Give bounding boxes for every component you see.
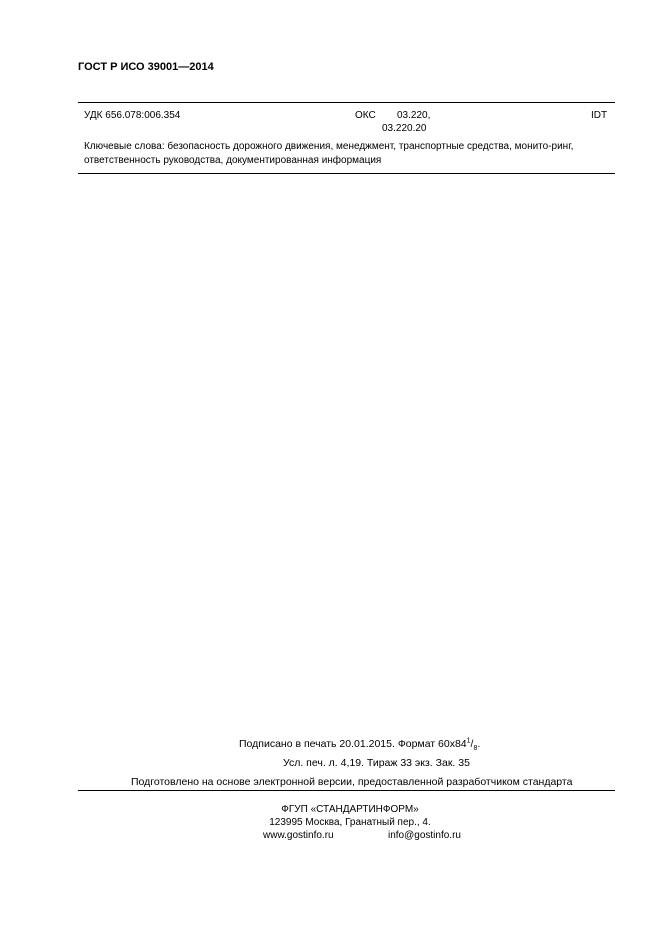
format-numerator: 1 — [466, 737, 471, 745]
standard-code-header: ГОСТ Р ИСО 39001—2014 — [78, 61, 214, 73]
format-denominator: 8 — [473, 745, 478, 753]
publisher-website[interactable]: www.gostinfo.ru — [263, 830, 334, 841]
prepared-note: Подготовлено на основе электронной версии, предоставленной разработчиком стандарта — [131, 776, 573, 788]
signed-for-print-line — [239, 737, 481, 753]
signed-for-print-text: Подписано в печать 20.01.2015. Формат 60x84 — [239, 738, 467, 750]
equivalence-degree: IDT — [591, 110, 608, 121]
imprint-rule — [78, 790, 615, 791]
publisher-name: ФГУП «СТАНДАРТИНФОРМ» — [281, 804, 419, 815]
publisher-address: 123995 Москва, Гранатный пер., 4. — [269, 817, 431, 828]
keywords-paragraph: Ключевые слова: безопасность дорожного движения, менеджмент, транспортные средства, монито-ринг, ответственность руководства, документированная информация — [84, 141, 574, 166]
format-slash: / — [470, 738, 474, 750]
classification-bottom-rule — [78, 173, 615, 174]
format-end: . — [477, 738, 481, 750]
oks-code-primary: 03.220, — [397, 110, 431, 121]
publisher-email[interactable]: info@gostinfo.ru — [388, 830, 461, 841]
udk-code: УДК 656.078:006.354 — [84, 110, 181, 121]
oks-code-secondary: 03.220.20 — [382, 123, 427, 134]
oks-label: ОКС — [355, 110, 376, 121]
classification-top-rule — [78, 102, 615, 103]
print-sheets-line: Усл. печ. л. 4,19. Тираж 33 экз. Зак. 35 — [283, 757, 470, 769]
